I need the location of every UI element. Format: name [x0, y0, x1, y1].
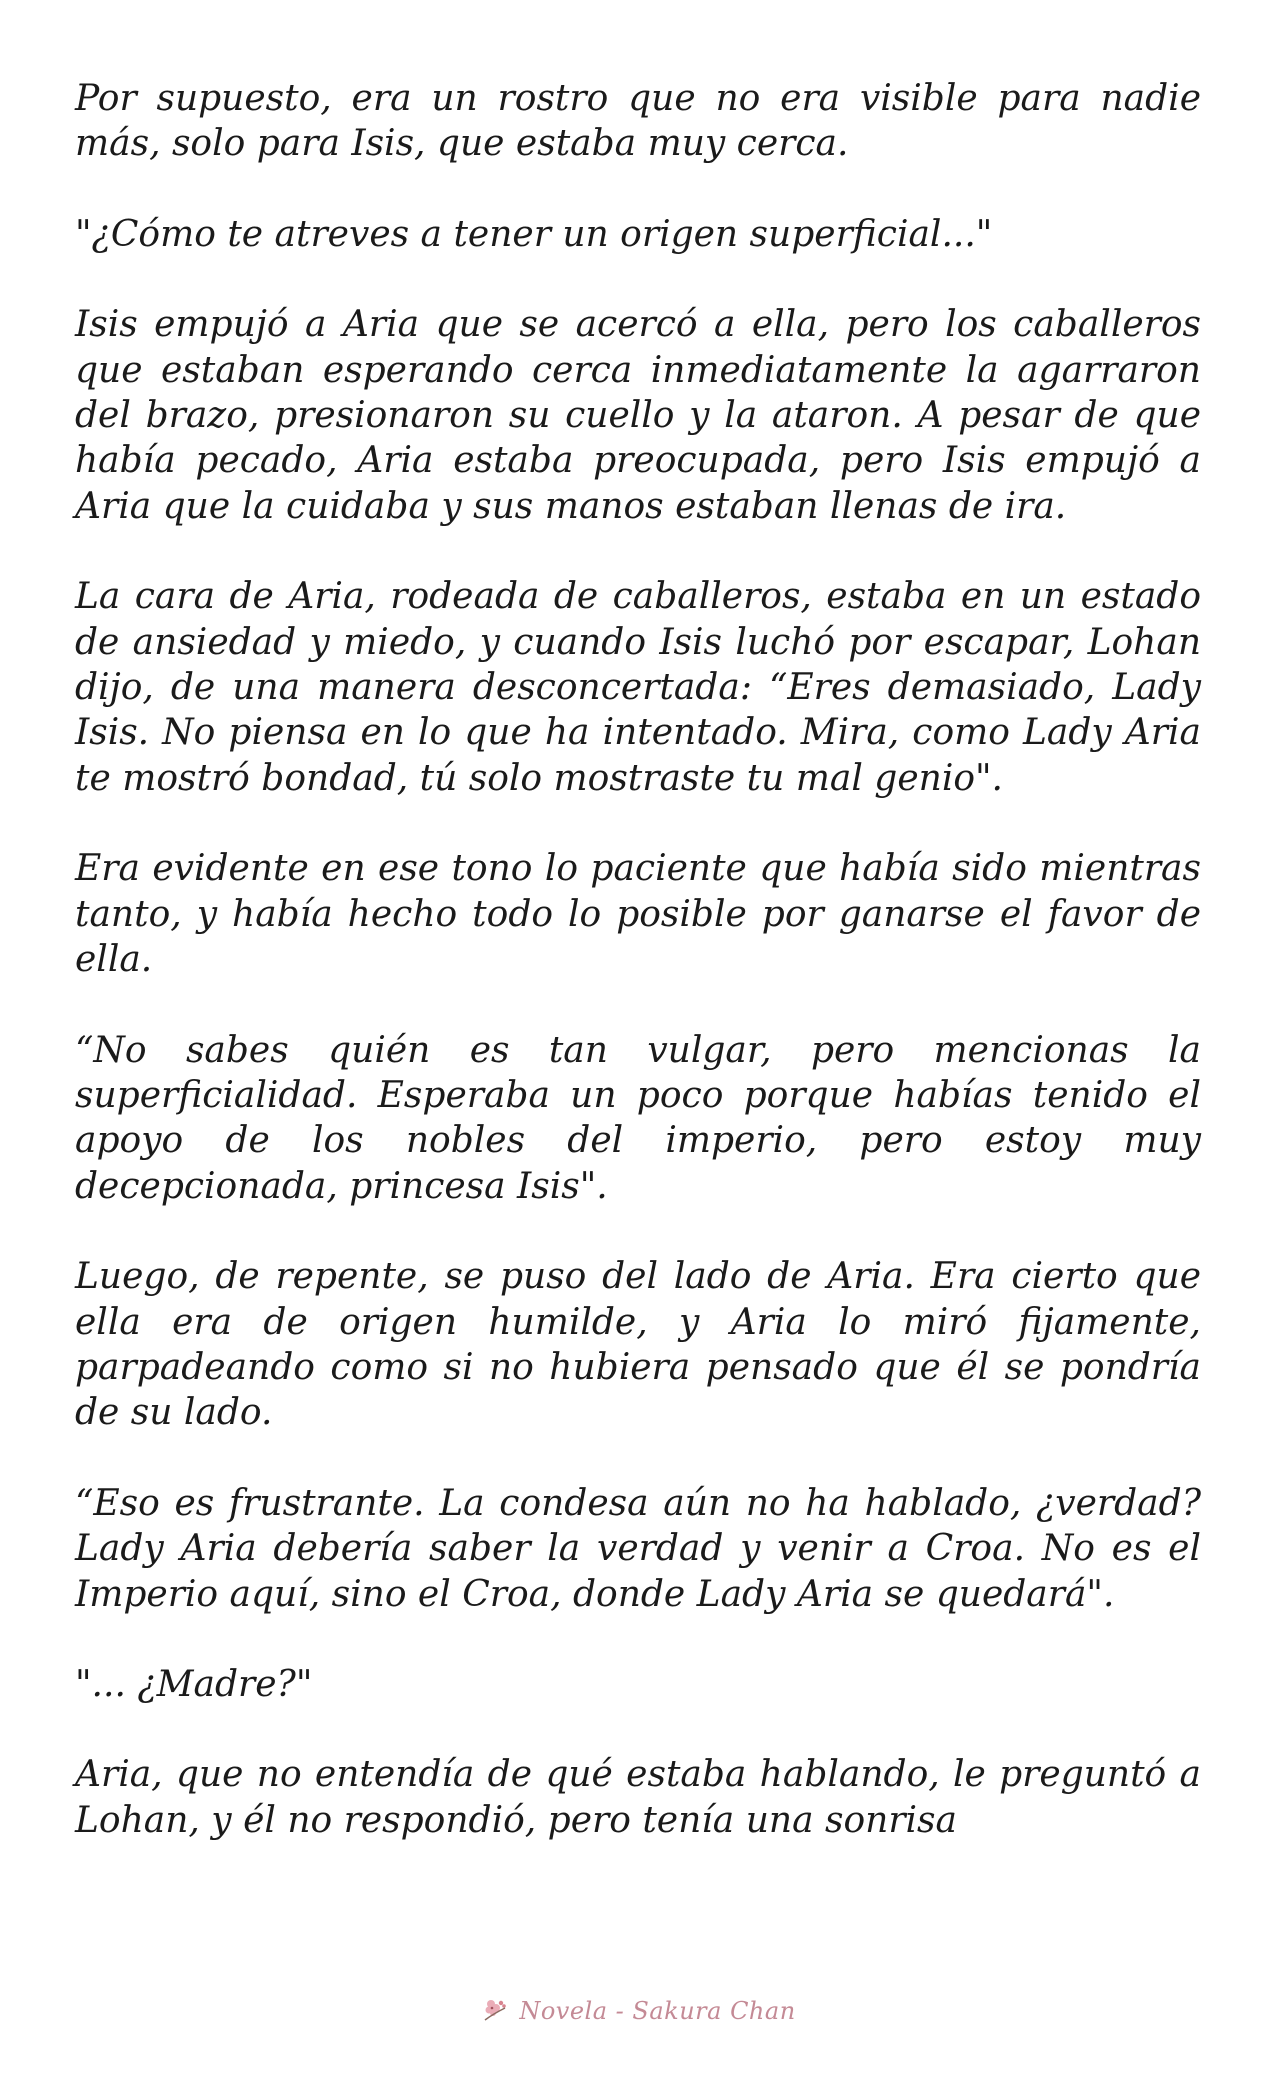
paragraph-1: Por supuesto, era un rostro que no era visible para nadie más, solo para Isis, que estaba muy cerca.	[75, 78, 1201, 165]
novel-text-column	[75, 76, 1201, 1888]
sakura-flower-icon	[479, 1994, 513, 2028]
paragraph-9: "... ¿Madre?"	[75, 1663, 313, 1705]
paragraph-8: “Eso es frustrante. La condesa aún no ha hablado, ¿verdad? Lady Aria debería saber la verdad y venir a Croa. No es el Imperio aquí, sino el Croa, donde Lady Aria se quedará".	[75, 1482, 1201, 1615]
paragraph-6: “No sabes quién es tan vulgar, pero mencionas la superficialidad. Esperaba un poco porque habías tenido el apoyo de los nobles del imperio, pero estoy muy decepcionada, princesa Isis".	[75, 1029, 1201, 1207]
watermark-text: Novela - Sakura Chan	[519, 1997, 796, 2025]
watermark	[0, 1991, 1275, 2031]
paragraph-3: Isis empujó a Aria que se acercó a ella, pero los caballeros que estaban esperando cerca inmediatamente la agarraron del brazo, presionaron su cuello y la ataron. A pesar de que había pecado, Aria estaba preocupada, pero Isis empujó a Aria que la cuidaba y sus manos estaban llenas de ira.	[75, 304, 1201, 527]
paragraph-5: Era evidente en ese tono lo paciente que había sido mientras tanto, y había hecho todo lo posible por ganarse el favor de ella.	[75, 848, 1201, 981]
paragraph-7: Luego, de repente, se puso del lado de Aria. Era cierto que ella era de origen humilde, y Aria lo miró fijamente, parpadeando como si no hubiera pensado que él se pondría de su lado.	[75, 1256, 1201, 1434]
paragraph-10: Aria, que no entendía de qué estaba hablando, le preguntó a Lohan, y él no respondió, pero tenía una sonrisa	[75, 1754, 1201, 1841]
paragraph-4: La cara de Aria, rodeada de caballeros, estaba en un estado de ansiedad y miedo, y cuando Isis luchó por escapar, Lohan dijo, de una manera desconcertada: “Eres demasiado, Lady Isis. No piensa en lo que ha intentado. Mira, como Lady Aria te mostró bondad, tú solo mostraste tu mal genio".	[75, 576, 1201, 799]
paragraph-2: "¿Cómo te atreves a tener un origen superficial..."	[75, 213, 993, 255]
